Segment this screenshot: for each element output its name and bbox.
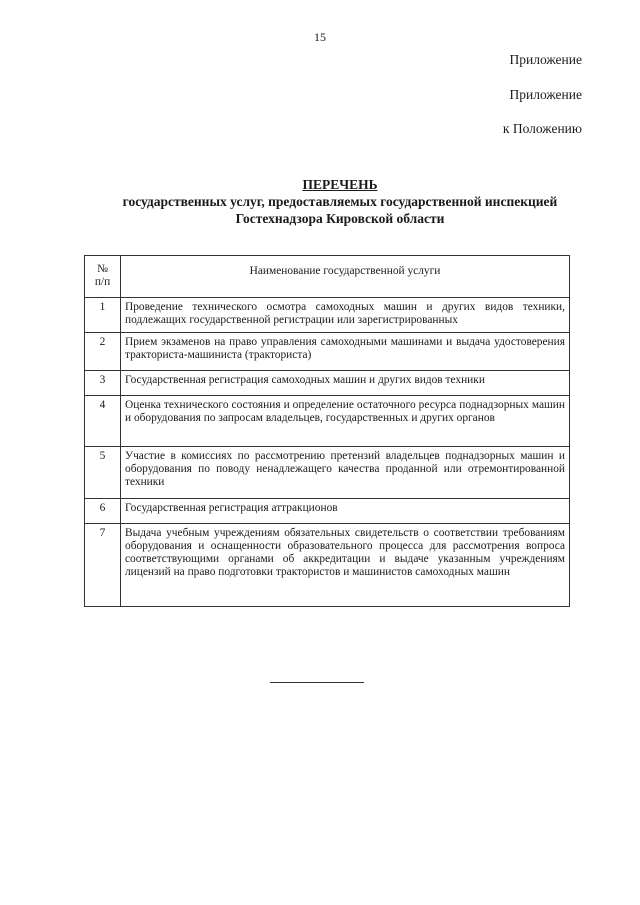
row-service-name: Прием экзаменов на право управления самоходными машинами и выдача удостоверения тракториста-машиниста (тракториста) bbox=[121, 333, 570, 371]
row-number: 5 bbox=[85, 447, 121, 499]
table-row bbox=[85, 396, 570, 447]
appendix-label-3: к Положению bbox=[502, 121, 582, 136]
closing-divider-line bbox=[270, 682, 364, 683]
row-number: 7 bbox=[85, 524, 121, 607]
header-number-line1: № bbox=[97, 263, 108, 275]
table-row bbox=[85, 499, 570, 524]
row-number: 1 bbox=[85, 298, 121, 333]
row-service-name: Оценка технического состояния и определение остаточного ресурса поднадзорных машин и оборудования по запросам владельцев, государственных и других органов bbox=[121, 396, 570, 447]
row-service-name: Выдача учебным учреждениям обязательных свидетельств о соответствии требованиям оборудования и оснащенности образовательного процесса для рассмотрения вопроса соответствующими органами об аккредитации и выдаче указанным учреждениям лицензий на право подготовки трактористов и машинистов самоходных машин bbox=[121, 524, 570, 607]
appendix-label-2: Приложение bbox=[509, 87, 582, 102]
row-service-name: Государственная регистрация самоходных машин и других видов техники bbox=[121, 371, 570, 396]
row-service-name: Участие в комиссиях по рассмотрению претензий владельцев поднадзорных машин и оборудования по поводу ненадлежащего качества проданной или отремонтированной техники bbox=[121, 447, 570, 499]
title-subline-1: государственных услуг, предоставляемых государственной инспекцией bbox=[122, 194, 558, 209]
row-service-name: Проведение технического осмотра самоходных машин и других видов техники, подлежащих государственной регистрации или зарегистрированных bbox=[121, 298, 570, 333]
row-number: 4 bbox=[85, 396, 121, 447]
header-number-cell bbox=[85, 256, 121, 298]
table-row bbox=[85, 371, 570, 396]
table-row bbox=[85, 298, 570, 333]
appendix-label-1: Приложение bbox=[509, 52, 582, 67]
table-row bbox=[85, 524, 570, 607]
row-number: 3 bbox=[85, 371, 121, 396]
table-header-row bbox=[85, 256, 570, 298]
header-name-cell bbox=[121, 256, 570, 298]
title-heading: ПЕРЕЧЕНЬ bbox=[302, 177, 378, 192]
row-number: 2 bbox=[85, 333, 121, 371]
header-number-line2: п/п bbox=[94, 276, 111, 288]
row-service-name: Государственная регистрация аттракционов bbox=[121, 499, 570, 524]
row-number: 6 bbox=[85, 499, 121, 524]
document-title bbox=[80, 176, 600, 227]
page-number: 15 bbox=[314, 30, 326, 44]
header-name-label: Наименование государственной услуги bbox=[249, 265, 441, 277]
table-row bbox=[85, 447, 570, 499]
title-subline-2: Гостехнадзора Кировской области bbox=[235, 211, 445, 226]
table-row bbox=[85, 333, 570, 371]
services-table bbox=[84, 255, 570, 607]
